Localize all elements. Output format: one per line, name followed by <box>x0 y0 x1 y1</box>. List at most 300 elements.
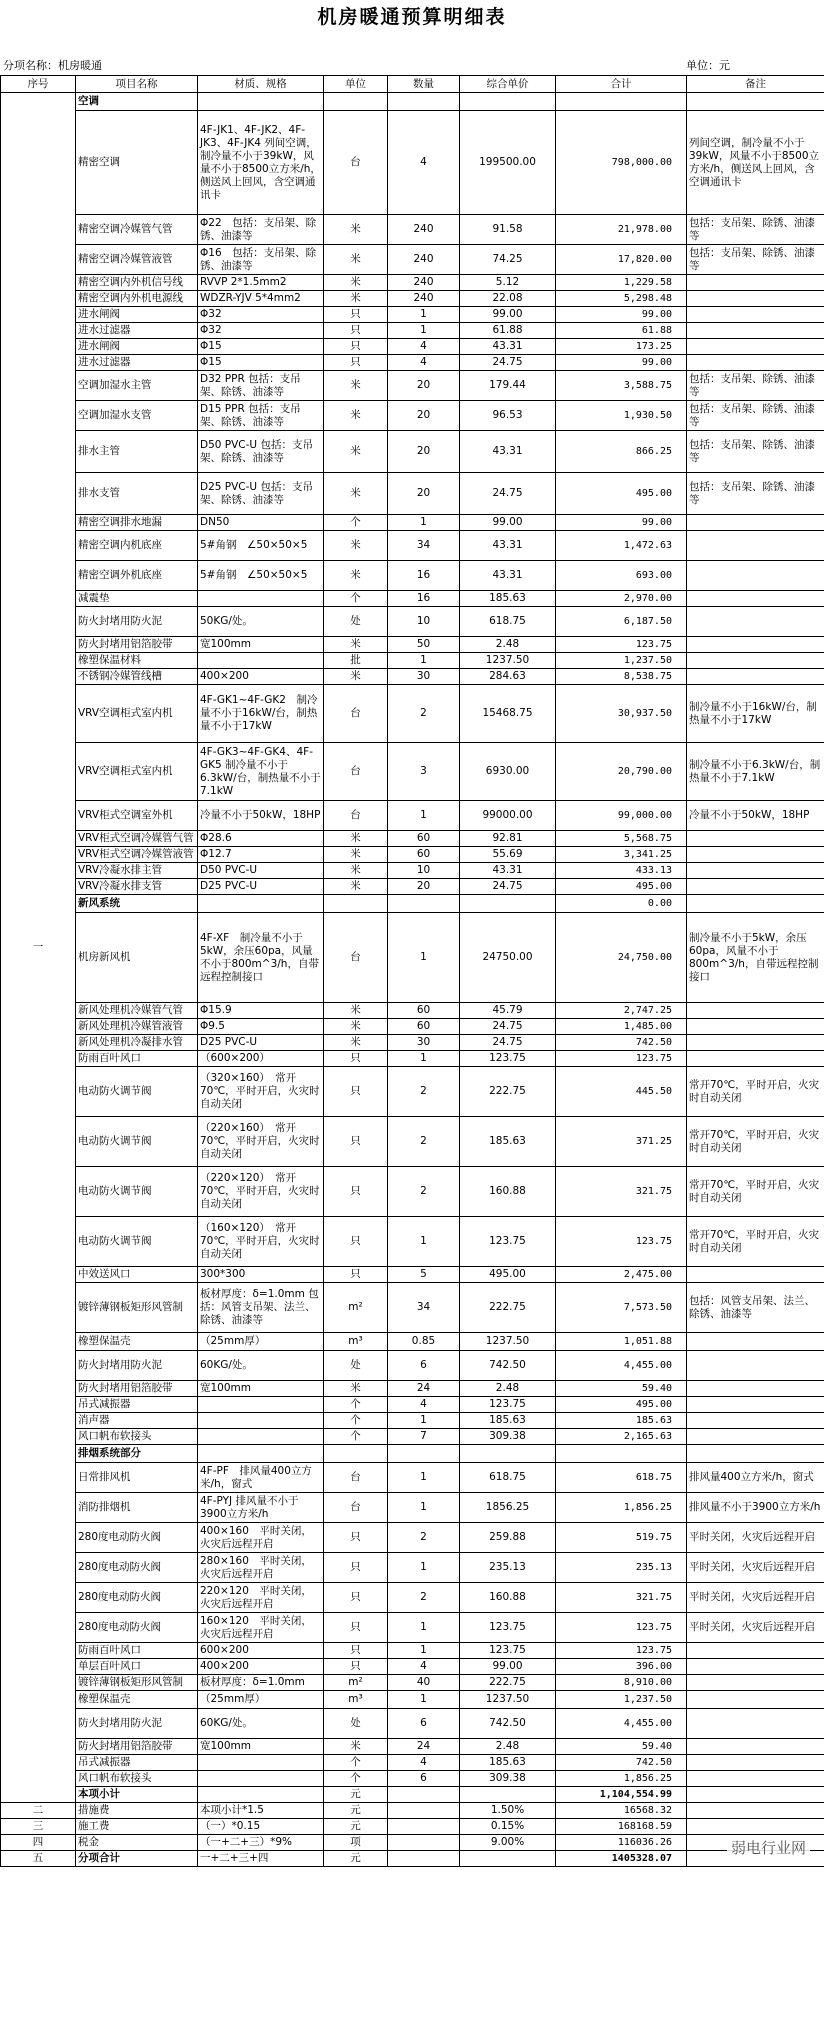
item-note <box>687 1429 824 1445</box>
summary-qty <box>388 1851 460 1867</box>
item-price: 99.00 <box>460 307 556 323</box>
item-name: VRV冷凝水排主管 <box>76 863 198 879</box>
item-qty: 3 <box>388 743 460 801</box>
item-spec: 板材厚度：δ=1.0mm 包括：风管支吊架、法兰、除锈、油漆等 <box>198 1283 324 1333</box>
summary-row <box>1 1835 824 1851</box>
item-price: 91.58 <box>460 215 556 245</box>
item-name: VRV空调柜式室内机 <box>76 685 198 743</box>
table-row <box>1 847 824 863</box>
item-total: 495.00 <box>556 473 687 515</box>
subtotal-label: 本项小计 <box>76 1787 198 1803</box>
table-row <box>1 1553 824 1583</box>
item-total: 99.00 <box>556 515 687 531</box>
item-note <box>687 323 824 339</box>
item-qty: 1 <box>388 1413 460 1429</box>
item-price: 123.75 <box>460 1613 556 1643</box>
item-unit: 台 <box>324 743 388 801</box>
table-row <box>1 801 824 831</box>
item-note: 平时关闭，火灾后远程开启 <box>687 1523 824 1553</box>
item-total: 866.25 <box>556 431 687 473</box>
summary-seq: 三 <box>1 1819 76 1835</box>
item-name: 防火封堵用防火泥 <box>76 1351 198 1381</box>
item-spec: 4F-XF 制冷量不小于5kW，余压60pa，风量不小于800m^3/h，自带远程控制接口 <box>198 913 324 1003</box>
item-note <box>687 291 824 307</box>
item-qty: 6 <box>388 1771 460 1787</box>
item-qty: 2 <box>388 1583 460 1613</box>
item-price: 179.44 <box>460 371 556 401</box>
item-unit: 米 <box>324 669 388 685</box>
item-note <box>687 1739 824 1755</box>
item-name: 防雨百叶风口 <box>76 1643 198 1659</box>
item-note: 排风量不小于3900立方米/h <box>687 1493 824 1523</box>
summary-total: 16568.32 <box>556 1803 687 1819</box>
item-spec: Φ22 包括：支吊架、除锈、油漆等 <box>198 215 324 245</box>
item-price: 235.13 <box>460 1553 556 1583</box>
item-qty: 20 <box>388 473 460 515</box>
item-spec: 4F-JK1、4F-JK2、4F-JK3、4F-JK4 列间空调，制冷量不小于39kW，风量不小于8500立方米/h，侧送风上回风，含空调通讯卡 <box>198 111 324 215</box>
item-spec: Φ16 包括：支吊架、除锈、油漆等 <box>198 245 324 275</box>
item-spec: 160×120 平时关闭，火灾后远程开启 <box>198 1613 324 1643</box>
table-row <box>1 1523 824 1553</box>
item-unit: 台 <box>324 111 388 215</box>
item-name: 排水支管 <box>76 473 198 515</box>
item-total: 6,187.50 <box>556 607 687 637</box>
item-price: 24.75 <box>460 1035 556 1051</box>
item-total: 1,930.50 <box>556 401 687 431</box>
item-total: 2,165.63 <box>556 1429 687 1445</box>
item-price: 43.31 <box>460 431 556 473</box>
item-total: 1,472.63 <box>556 531 687 561</box>
item-spec: 50KG/处。 <box>198 607 324 637</box>
item-total: 21,978.00 <box>556 215 687 245</box>
item-price: 61.88 <box>460 323 556 339</box>
table-row <box>1 1381 824 1397</box>
item-unit: 台 <box>324 685 388 743</box>
item-total: 1,051.88 <box>556 1333 687 1351</box>
item-unit: 只 <box>324 1051 388 1067</box>
item-unit: m² <box>324 1675 388 1691</box>
item-name-label: 分项名称：机房暖通 <box>3 59 102 72</box>
item-price <box>460 93 556 111</box>
item-note: 包括：支吊架、除锈、油漆等 <box>687 215 824 245</box>
item-price: 24.75 <box>460 473 556 515</box>
item-note <box>687 1003 824 1019</box>
item-unit: 只 <box>324 1217 388 1267</box>
item-name: 吊式减振器 <box>76 1755 198 1771</box>
item-price: 22.08 <box>460 291 556 307</box>
item-spec: 板材厚度：δ=1.0mm <box>198 1675 324 1691</box>
item-total: 8,538.75 <box>556 669 687 685</box>
item-spec <box>198 653 324 669</box>
item-unit: 米 <box>324 245 388 275</box>
summary-qty <box>388 1803 460 1819</box>
item-name: 280度电动防火阀 <box>76 1553 198 1583</box>
item-unit: m³ <box>324 1333 388 1351</box>
item-unit: 米 <box>324 1019 388 1035</box>
item-name: 风口帆布软接头 <box>76 1771 198 1787</box>
item-price: 1237.50 <box>460 1691 556 1709</box>
item-note <box>687 93 824 111</box>
item-name: 防火封堵用铝箔胶带 <box>76 1739 198 1755</box>
item-price: 222.75 <box>460 1067 556 1117</box>
item-unit: 米 <box>324 847 388 863</box>
table-row <box>1 371 824 401</box>
item-spec: （25mm厚） <box>198 1333 324 1351</box>
item-total: 7,573.50 <box>556 1283 687 1333</box>
item-qty <box>388 93 460 111</box>
item-price: 74.25 <box>460 245 556 275</box>
item-name: 电动防火调节阀 <box>76 1167 198 1217</box>
item-unit: 米 <box>324 215 388 245</box>
item-total: 495.00 <box>556 879 687 895</box>
item-spec <box>198 1413 324 1429</box>
item-note: 冷量不小于50kW，18HP <box>687 801 824 831</box>
item-qty: 4 <box>388 1659 460 1675</box>
item-total: 99.00 <box>556 355 687 371</box>
item-unit: 只 <box>324 323 388 339</box>
item-price: 222.75 <box>460 1283 556 1333</box>
item-unit: 处 <box>324 607 388 637</box>
item-qty: 60 <box>388 1019 460 1035</box>
table-row <box>1 111 824 215</box>
item-unit: m² <box>324 1283 388 1333</box>
item-spec: 4F-GK3~4F-GK4、4F-GK5 制冷量不小于6.3kW/台，制热量不小于7.1kW <box>198 743 324 801</box>
item-price: 222.75 <box>460 1675 556 1691</box>
item-name: 电动防火调节阀 <box>76 1067 198 1117</box>
item-qty: 60 <box>388 847 460 863</box>
item-name: 空调加湿水主管 <box>76 371 198 401</box>
table-row <box>1 339 824 355</box>
item-qty: 4 <box>388 111 460 215</box>
item-total: 123.75 <box>556 637 687 653</box>
summary-spec: （一+二+三）*9% <box>198 1835 324 1851</box>
item-spec: D50 PVC-U 包括：支吊架、除锈、油漆等 <box>198 431 324 473</box>
item-note: 常开70℃，平时开启，火灾时自动关闭 <box>687 1167 824 1217</box>
item-note <box>687 1755 824 1771</box>
table-row <box>1 831 824 847</box>
item-name: 橡塑保温壳 <box>76 1333 198 1351</box>
item-spec: （320×160） 常开70℃，平时开启，火灾时自动关闭 <box>198 1067 324 1117</box>
item-qty: 60 <box>388 1003 460 1019</box>
item-spec: （600×200） <box>198 1051 324 1067</box>
item-note <box>687 307 824 323</box>
item-name: 机房新风机 <box>76 913 198 1003</box>
item-unit <box>324 895 388 913</box>
item-total: 1,237.50 <box>556 653 687 669</box>
item-qty: 240 <box>388 291 460 307</box>
summary-row <box>1 1851 824 1867</box>
item-spec <box>198 591 324 607</box>
item-price: 99.00 <box>460 515 556 531</box>
item-price: 123.75 <box>460 1643 556 1659</box>
item-note <box>687 1643 824 1659</box>
item-spec <box>198 1755 324 1771</box>
table-row <box>1 685 824 743</box>
table-row <box>1 1613 824 1643</box>
table-row <box>1 669 824 685</box>
table-row <box>1 913 824 1003</box>
item-name: VRV柜式空调冷媒管液管 <box>76 847 198 863</box>
table-row <box>1 1117 824 1167</box>
item-price: 43.31 <box>460 863 556 879</box>
item-note <box>687 1675 824 1691</box>
col-total: 合计 <box>556 76 687 93</box>
sheet-title: 机房暖通预算明细表 <box>317 6 507 28</box>
table-row <box>1 531 824 561</box>
item-unit: 米 <box>324 291 388 307</box>
item-price: 43.31 <box>460 531 556 561</box>
item-note <box>687 591 824 607</box>
item-name: 吊式减振器 <box>76 1397 198 1413</box>
item-total: 3,341.25 <box>556 847 687 863</box>
item-spec <box>198 1445 324 1463</box>
budget-table <box>0 75 824 1867</box>
item-note <box>687 1397 824 1413</box>
item-price: 618.75 <box>460 607 556 637</box>
item-qty: 1 <box>388 1493 460 1523</box>
summary-name: 措施费 <box>76 1803 198 1819</box>
item-name: VRV冷凝水排支管 <box>76 879 198 895</box>
item-qty: 1 <box>388 1643 460 1659</box>
table-row <box>1 215 824 245</box>
item-price: 185.63 <box>460 1755 556 1771</box>
item-note: 包括：支吊架、除锈、油漆等 <box>687 401 824 431</box>
item-spec: 400×160 平时关闭，火灾后远程开启 <box>198 1523 324 1553</box>
item-note <box>687 1267 824 1283</box>
summary-row <box>1 1819 824 1835</box>
item-note <box>687 531 824 561</box>
item-spec: 300*300 <box>198 1267 324 1283</box>
table-row <box>1 1493 824 1523</box>
item-name: 进水过滤器 <box>76 323 198 339</box>
item-note <box>687 339 824 355</box>
item-qty: 34 <box>388 531 460 561</box>
item-note <box>687 607 824 637</box>
item-price: 123.75 <box>460 1397 556 1413</box>
summary-rate: 1.50% <box>460 1803 556 1819</box>
item-name: 镀锌薄钢板矩形风管制 <box>76 1675 198 1691</box>
item-note: 包括：风管支吊架、法兰、除锈、油漆等 <box>687 1283 824 1333</box>
item-spec: 220×120 平时关闭，火灾后远程开启 <box>198 1583 324 1613</box>
item-total: 495.00 <box>556 1397 687 1413</box>
item-qty: 50 <box>388 637 460 653</box>
item-note <box>687 1333 824 1351</box>
item-note: 排风量400立方米/h，窗式 <box>687 1463 824 1493</box>
item-total: 30,937.50 <box>556 685 687 743</box>
item-qty: 240 <box>388 245 460 275</box>
item-spec: 冷量不小于50kW，18HP <box>198 801 324 831</box>
item-price: 123.75 <box>460 1051 556 1067</box>
item-total: 396.00 <box>556 1659 687 1675</box>
table-row <box>1 1067 824 1117</box>
item-note <box>687 863 824 879</box>
summary-rate <box>460 1851 556 1867</box>
item-name: 排水主管 <box>76 431 198 473</box>
item-name: 新风处理机冷凝排水管 <box>76 1035 198 1051</box>
item-total: 1,229.58 <box>556 275 687 291</box>
item-price: 45.79 <box>460 1003 556 1019</box>
table-row <box>1 275 824 291</box>
item-unit: 米 <box>324 275 388 291</box>
summary-name: 税金 <box>76 1835 198 1851</box>
item-name: 防火封堵用铝箔胶带 <box>76 637 198 653</box>
table-body <box>1 93 824 1867</box>
item-total: 4,455.00 <box>556 1709 687 1739</box>
item-name: 防火封堵用防火泥 <box>76 607 198 637</box>
item-spec: Φ32 <box>198 323 324 339</box>
table-row <box>1 1333 824 1351</box>
table-row <box>1 1771 824 1787</box>
item-note <box>687 1691 824 1709</box>
item-name: 精密空调排水地漏 <box>76 515 198 531</box>
item-note <box>687 1051 824 1067</box>
item-unit: 米 <box>324 879 388 895</box>
item-spec: 4F-PF 排风量400立方米/h，窗式 <box>198 1463 324 1493</box>
item-qty: 4 <box>388 339 460 355</box>
item-unit: 只 <box>324 355 388 371</box>
item-price: 43.31 <box>460 561 556 591</box>
item-price <box>460 895 556 913</box>
table-row <box>1 1051 824 1067</box>
item-spec: Φ12.7 <box>198 847 324 863</box>
item-total: 59.40 <box>556 1739 687 1755</box>
item-note: 常开70℃，平时开启，火灾时自动关闭 <box>687 1067 824 1117</box>
item-total: 99,000.00 <box>556 801 687 831</box>
table-row <box>1 1675 824 1691</box>
item-price: 160.88 <box>460 1167 556 1217</box>
item-note <box>687 561 824 591</box>
item-total: 2,747.25 <box>556 1003 687 1019</box>
item-name: 进水过滤器 <box>76 355 198 371</box>
item-note: 包括：支吊架、除锈、油漆等 <box>687 371 824 401</box>
item-name: 280度电动防火阀 <box>76 1613 198 1643</box>
item-note <box>687 879 824 895</box>
item-qty: 0.85 <box>388 1333 460 1351</box>
item-price: 185.63 <box>460 1117 556 1167</box>
item-qty: 240 <box>388 215 460 245</box>
item-qty: 4 <box>388 355 460 371</box>
summary-total: 116036.26 <box>556 1835 687 1851</box>
item-spec: 4F-PYJ 排风量不小于3900立方米/h <box>198 1493 324 1523</box>
item-name: VRV空调柜式室内机 <box>76 743 198 801</box>
item-price: 43.31 <box>460 339 556 355</box>
table-row <box>1 515 824 531</box>
item-spec: 400×200 <box>198 669 324 685</box>
item-total: 371.25 <box>556 1117 687 1167</box>
item-name: 日常排风机 <box>76 1463 198 1493</box>
item-note <box>687 1771 824 1787</box>
item-qty: 20 <box>388 879 460 895</box>
item-unit: 批 <box>324 653 388 669</box>
subtotal-price <box>460 1787 556 1803</box>
table-row <box>1 1659 824 1675</box>
item-spec: Φ9.5 <box>198 1019 324 1035</box>
table-row <box>1 1397 824 1413</box>
item-name: 精密空调冷媒管液管 <box>76 245 198 275</box>
item-name: 精密空调内外机信号线 <box>76 275 198 291</box>
table-row <box>1 653 824 669</box>
col-unit: 单位 <box>324 76 388 93</box>
item-name: 进水闸阀 <box>76 307 198 323</box>
item-unit: 只 <box>324 1659 388 1675</box>
item-total: 1,856.25 <box>556 1493 687 1523</box>
table-row <box>1 245 824 275</box>
item-total: 99.00 <box>556 307 687 323</box>
table-row <box>1 93 824 111</box>
item-qty: 2 <box>388 1117 460 1167</box>
header-row <box>1 76 824 93</box>
item-note <box>687 1445 824 1463</box>
item-qty: 6 <box>388 1709 460 1739</box>
item-price: 96.53 <box>460 401 556 431</box>
item-unit: 只 <box>324 1643 388 1659</box>
item-spec: Φ15 <box>198 339 324 355</box>
summary-rate: 9.00% <box>460 1835 556 1851</box>
item-name: 消防排烟机 <box>76 1493 198 1523</box>
item-spec: 宽100mm <box>198 637 324 653</box>
item-total: 2,970.00 <box>556 591 687 607</box>
table-row <box>1 1351 824 1381</box>
item-unit: 只 <box>324 1117 388 1167</box>
item-price: 6930.00 <box>460 743 556 801</box>
item-name: 280度电动防火阀 <box>76 1583 198 1613</box>
table-row <box>1 1643 824 1659</box>
table-row <box>1 637 824 653</box>
item-total: 20,790.00 <box>556 743 687 801</box>
item-unit: 米 <box>324 1003 388 1019</box>
item-qty: 2 <box>388 1067 460 1117</box>
item-note <box>687 275 824 291</box>
item-qty <box>388 1445 460 1463</box>
item-total: 693.00 <box>556 561 687 591</box>
item-qty: 10 <box>388 863 460 879</box>
item-qty: 24 <box>388 1739 460 1755</box>
table-row <box>1 355 824 371</box>
table-row <box>1 895 824 913</box>
item-note: 常开70℃，平时开启，火灾时自动关闭 <box>687 1117 824 1167</box>
item-qty: 1 <box>388 1051 460 1067</box>
item-price: 1237.50 <box>460 653 556 669</box>
item-spec: 600×200 <box>198 1643 324 1659</box>
summary-spec: （一）*0.15 <box>198 1819 324 1835</box>
col-note: 备注 <box>687 76 824 93</box>
table-row <box>1 1755 824 1771</box>
table-row <box>1 1019 824 1035</box>
item-unit: 台 <box>324 801 388 831</box>
item-unit: 处 <box>324 1709 388 1739</box>
item-qty: 20 <box>388 401 460 431</box>
item-price: 160.88 <box>460 1583 556 1613</box>
item-qty: 4 <box>388 1397 460 1413</box>
item-unit: 个 <box>324 1429 388 1445</box>
item-name: 不锈钢冷媒管线槽 <box>76 669 198 685</box>
table-row <box>1 401 824 431</box>
item-unit: 只 <box>324 1613 388 1643</box>
item-spec: 400×200 <box>198 1659 324 1675</box>
item-name: 防火封堵用防火泥 <box>76 1709 198 1739</box>
item-qty: 1 <box>388 653 460 669</box>
item-total: 798,000.00 <box>556 111 687 215</box>
item-qty: 4 <box>388 1755 460 1771</box>
item-total: 185.63 <box>556 1413 687 1429</box>
table-row <box>1 1739 824 1755</box>
table-row <box>1 591 824 607</box>
item-qty: 240 <box>388 275 460 291</box>
subtotal-unit: 元 <box>324 1787 388 1803</box>
summary-name: 分项合计 <box>76 1851 198 1867</box>
item-name: 空调加湿水支管 <box>76 401 198 431</box>
item-spec: 60KG/处。 <box>198 1351 324 1381</box>
